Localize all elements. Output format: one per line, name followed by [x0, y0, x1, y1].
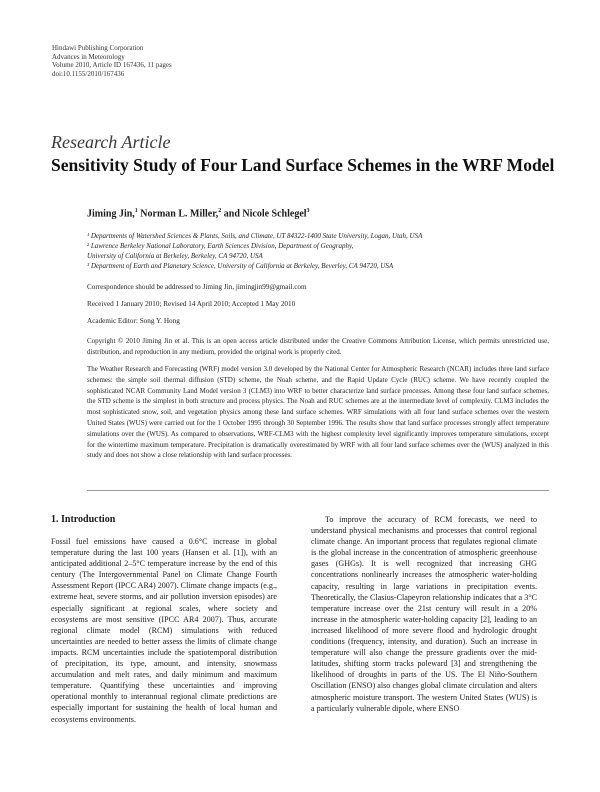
abstract: The Weather Research and Forecasting (WRF) model version 3.0 developed by the National Center for Atmospheric Research (NCAR) includes three land surface schemes: the simple soil thermal diffusion (STD) scheme, the Noah scheme, and the Rapid Update Cycle (RUC) scheme. We have recently coupled the sophisticated NCAR Community Land Model version 3 (CLM3) into WRF to better characterize land surface processes. Among these four land surface schemes, the STD scheme is the simplest in both structure and process physics. The Noah and RUC schemes are at the intermediate level of complexity. CLM3 includes the most sophisticated snow, soil, and vegetation physics among these land surface schemes. WRF simulations with all four land surface schemes over the western United States (WUS) were carried out for the 1 October 1995 through 30 September 1996. The results show that land surface processes strongly affect temperature simulations over the (WUS). As compared to observations, WRF-CLM3 with the highest complexity level significantly improves temperature simulations, except for the wintertime maximum temperature. Precipitation is dramatically overestimated by WRF with all four land surface schemes over the (WUS) analyzed in this study and does not show a close relationship with land surface processes.: [87, 365, 549, 460]
author-affiliation-mark: 1: [134, 208, 138, 214]
article-type: Research Article: [51, 132, 171, 152]
author-name: Jiming Jin,: [87, 208, 135, 220]
author-affiliation-mark: 3: [306, 208, 310, 214]
affiliations: [87, 231, 422, 271]
author-list: [87, 208, 310, 219]
section-heading: 1. Introduction: [51, 514, 116, 525]
affiliation-line: ³ Department of Earth and Planetary Science, University of California at Berkeley, Beverley, CA 94720, USA: [87, 262, 394, 270]
affiliation-line: ¹ Departments of Watershed Sciences & Plants, Soils, and Climate, UT 84322-1400 State University, Logan, Utah, USA: [87, 232, 423, 240]
affiliation-line: University of California at Berkeley, Berkeley, CA 94720, USA: [87, 252, 263, 260]
body-paragraph: Fossil fuel emissions have caused a 0.6°C increase in global temperature during the last 100 years (Hansen et al. [1]), with an anticipated additional 2–5°C temperature increase by the end of this century (The Intergovernmental Panel on Climate Change Fourth Assessment Report (IPCC AR4) 2007). Climate change impacts (e.g., extreme heat, severe storms, and air pollution inversion episodes) are especially significant at regional scales, where society and ecosystems are most sensitive (IPCC AR4 2007). Thus, accurate regional climate model (RCM) simulations with reduced uncertainties are needed to better assess the limits of climate change impacts. RCM uncertainties include the spatiotemporal distribution of precipitation, its type, amount, and intensity, snowmass accumulation and melt rates, and daily minimum and maximum temperature. Quantifying these uncertainties and improving operational monthly to interannual regional climate predictions are especially important for sustaining the health of local human and ecosystems environments.: [51, 537, 277, 724]
copyright-notice: Copyright © 2010 Jiming Jin et al. This is an open access article distributed under the Creative Commons Attribution License, which permits unrestricted use, distribution, and reproduction in any medium, provided the original work is properly cited.: [87, 337, 549, 356]
article-dates: Received 1 January 2010; Revised 14 April 2010; Accepted 1 May 2010: [87, 300, 296, 308]
author-name: and Nicole Schlegel: [221, 208, 307, 220]
author-affiliation-mark: 2: [218, 208, 222, 214]
publication-info: [52, 44, 172, 78]
doi: doi:10.1155/2010/167436: [52, 69, 125, 78]
publisher-name: Hindawi Publishing Corporation: [52, 44, 144, 52]
section-divider: [87, 490, 549, 491]
author-name: Norman L. Miller,: [137, 208, 219, 220]
journal-name: Advances in Meteorology: [52, 52, 125, 61]
affiliation-line: ² Lawrence Berkeley National Laboratory, Earth Sciences Division, Department of Geography,: [87, 242, 354, 250]
correspondence: Correspondence should be addressed to Jiming Jin, jimingjin99@gmail.com: [87, 283, 307, 291]
volume-info: Volume 2010, Article ID 167436, 11 pages: [52, 61, 172, 69]
body-paragraph: To improve the accuracy of RCM forecasts, we need to understand physical mechanisms and processes that control regional climate change. An important process that regulates regional climate is the global increase in the concentration of atmospheric greenhouse gases (GHGs). It is well recognized that increasing GHG concentrations nonlinearly increases the atmospheric water-holding capacity, resulting in large variations in precipitation events. Theoretically, the Clasius-Clapeyron relationship indicates that a 3°C temperature increase over the 21st century will result in a 20% increase in the atmospheric water-holding capacity [2], leading to an increased likelihood of more severe flood and hydrologic drought conditions (frequency, intensity, and duration). Such an increase in temperature will also change the pressure gradients over the mid-latitudes, shifting storm tracks poleward [3] and strengthening the likelihood of droughts in parts of the US. The El Niño-Southern Oscillation (ENSO) also changes global climate circulation and alters atmospheric moisture transport. The western United States (WUS) is a particularly vulnerable dipole, where ENSO: [311, 515, 537, 713]
academic-editor: Academic Editor: Song Y. Hong: [87, 317, 180, 325]
body-column-right: [311, 514, 537, 714]
article-title: Sensitivity Study of Four Land Surface Schemes in the WRF Model: [51, 155, 555, 175]
body-column-left: [51, 536, 277, 725]
